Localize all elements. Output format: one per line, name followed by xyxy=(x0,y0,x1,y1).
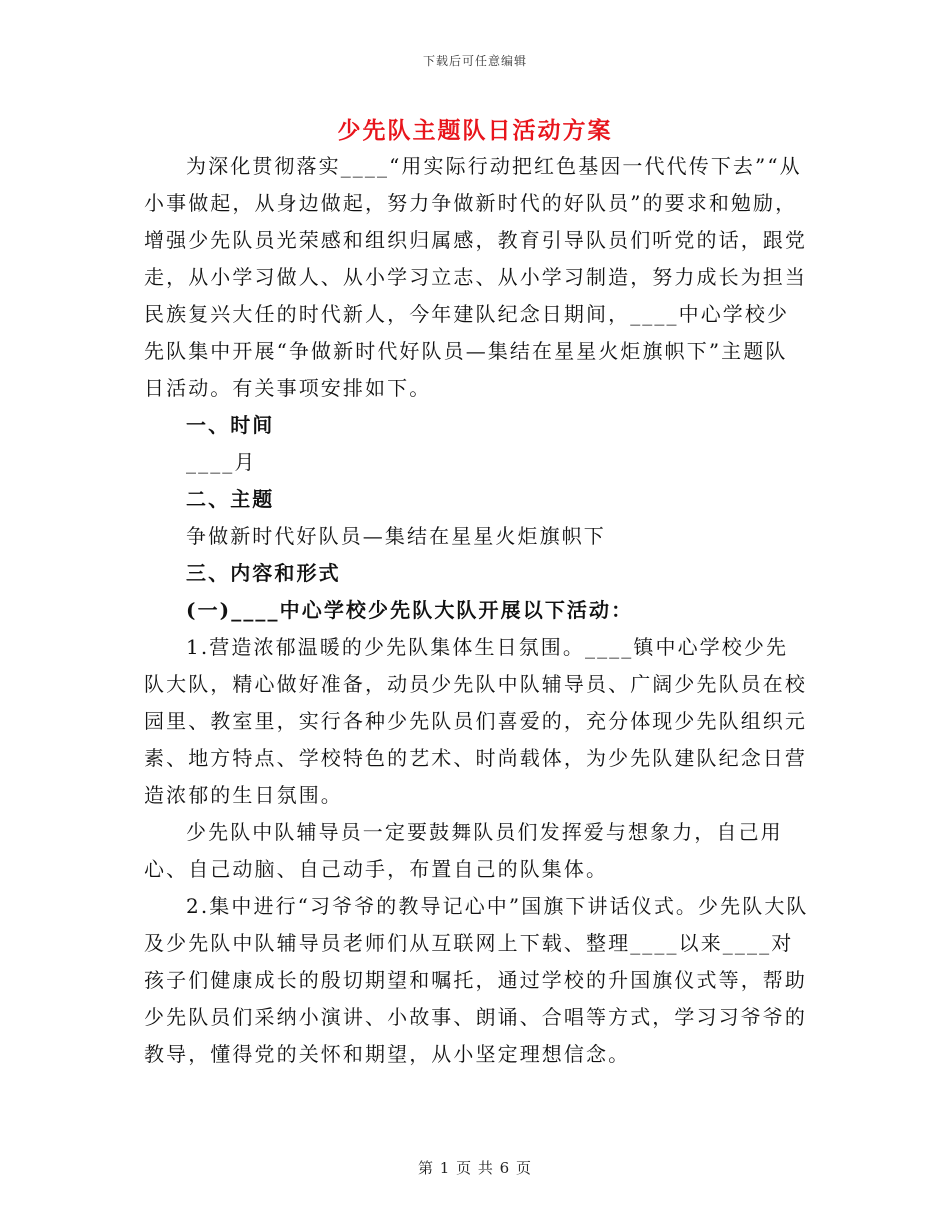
section-heading-time: 一、时间 xyxy=(186,413,275,437)
theme-paragraph: 争做新时代好队员—集结在星星火炬旗帜下 xyxy=(186,524,606,548)
time-paragraph: ____月 xyxy=(186,450,257,474)
page-footer: 第 1 页 共 6 页 xyxy=(418,1159,532,1177)
intro-paragraph: 为深化贯彻落实____“用实际行动把红色基因一代代传下去”“从小事做起，从身边做起，努力争做新时代的好队员”的要求和勉励，增强少先队员光荣感和组织归属感，教育引导队员们听党的话，跟党走，从小学习做人、从小学习立志、从小学习制造，努力成长为担当民族复兴大任的时代新人，今年建队纪念日期间，____中心学校少先队集中开展“争做新时代好队员—集结在星星火炬旗帜下”主题队日活动。有关事项安排如下。 xyxy=(144,154,807,400)
document-body xyxy=(144,148,809,1073)
activity-1-paragraph: 1.营造浓郁温暖的少先队集体生日氛围。____镇中心学校少先队大队，精心做好准备，动员少先队中队辅导员、广阔少先队员在校园里、教室里，实行各种少先队员们喜爱的，充分体现少先队组织元素、地方特点、学校特色的艺术、时尚载体，为少先队建队纪念日营造浓郁的生日氛围。 xyxy=(144,635,807,807)
counselor-paragraph: 少先队中队辅导员一定要鼓舞队员们发挥爱与想象力，自己用心、自己动脑、自己动手，布置自己的队集体。 xyxy=(144,820,783,881)
section-heading-theme: 二、主题 xyxy=(186,487,275,511)
document-title: 少先队主题队日活动方案 xyxy=(337,117,613,144)
subsection-heading: (一)____中心学校少先队大队开展以下活动： xyxy=(186,598,634,622)
section-heading-content: 三、内容和形式 xyxy=(186,561,341,585)
activity-2-paragraph: 2.集中进行“习爷爷的教导记心中”国旗下讲话仪式。少先队大队及少先队中队辅导员老师们从互联网上下载、整理____以来____对孩子们健康成长的殷切期望和嘱托，通过学校的升国旗仪式等，帮助少先队员们采纳小演讲、小故事、朗诵、合唱等方式，学习习爷爷的教导，懂得党的关怀和期望，从小坚定理想信念。 xyxy=(144,894,809,1066)
header-note: 下载后可任意编辑 xyxy=(422,54,527,68)
